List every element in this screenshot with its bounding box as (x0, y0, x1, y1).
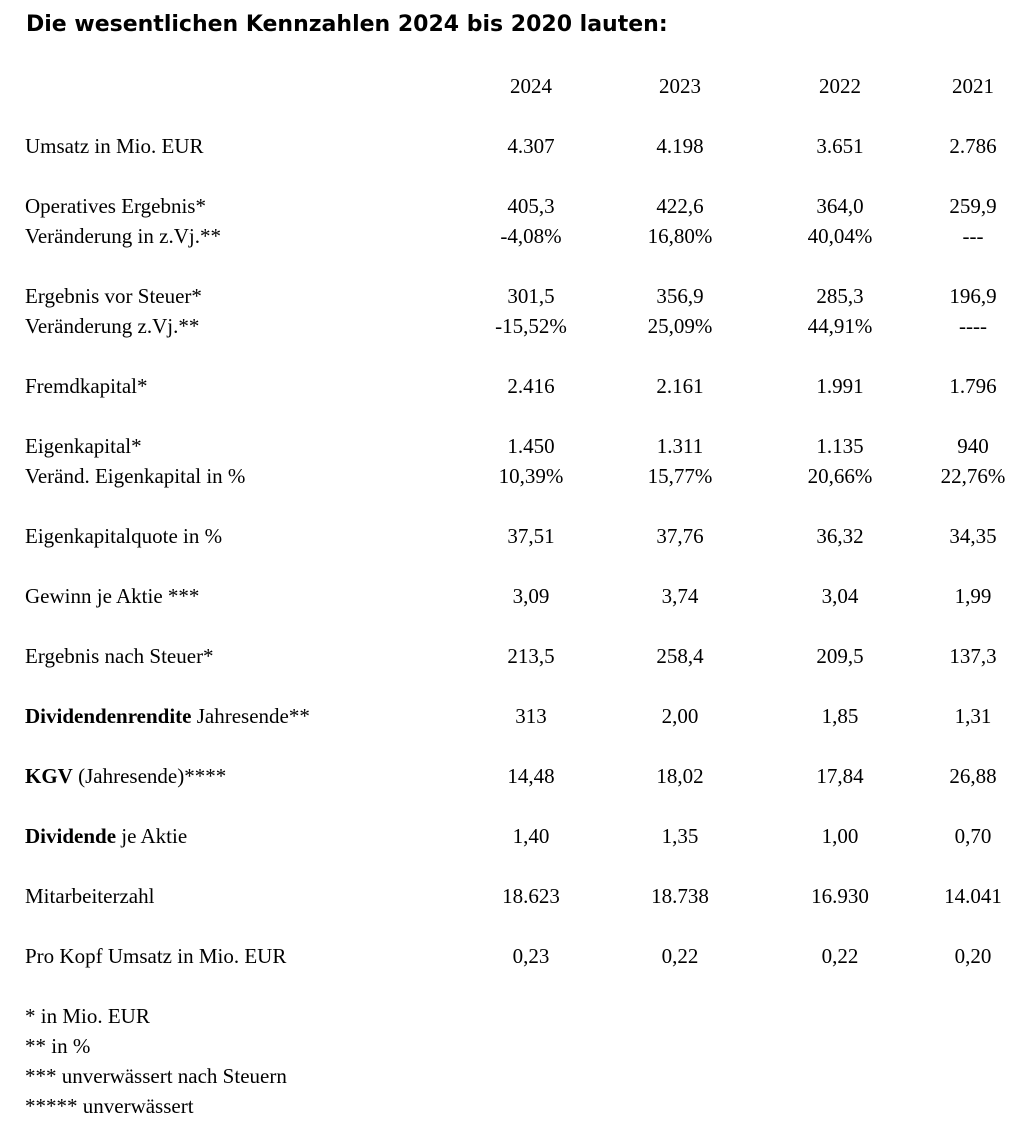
cell-operatives-ergebnis-2021: 259,9 (949, 194, 997, 218)
row-label-eigenkapitalquote: Eigenkapitalquote in % (25, 524, 223, 548)
row-label-ergebnis-nach-steuer: Ergebnis nach Steuer* (25, 644, 214, 668)
cell-veraend-eigenkapital-2023: 15,77% (647, 464, 713, 488)
row-label-dividendenrendite (25, 704, 310, 729)
cell-fremdkapital-2023: 2.161 (656, 374, 704, 398)
cell-ergebnis-nach-steuer-2021: 137,3 (949, 644, 997, 668)
row-label-kgv (25, 764, 226, 789)
cell-ergebnis-nach-steuer-2022: 209,5 (816, 644, 864, 668)
row-label-umsatz: Umsatz in Mio. EUR (25, 134, 204, 158)
cell-eigenkapitalquote-2024: 37,51 (507, 524, 555, 548)
row-label-dividendenrendite-bold: Dividendenrendite (25, 704, 192, 728)
row-label-operatives-ergebnis: Operatives Ergebnis* (25, 194, 206, 218)
cell-ergebnis-nach-steuer-2023: 258,4 (656, 644, 704, 668)
cell-veraenderung-ebt-2023: 25,09% (647, 314, 713, 338)
cell-dividende-2024: 1,40 (512, 824, 550, 848)
cell-dividendenrendite-2024: 313 (515, 704, 547, 728)
row-label-veraenderung-ebt: Veränderung z.Vj.** (25, 314, 200, 338)
footnote-2: ** in % (25, 1034, 91, 1058)
cell-veraenderung-operativ-2022: 40,04% (807, 224, 873, 248)
cell-ergebnis-nach-steuer-2024: 213,5 (507, 644, 555, 668)
cell-pro-kopf-umsatz-2023: 0,22 (661, 944, 699, 968)
cell-veraend-eigenkapital-2022: 20,66% (807, 464, 873, 488)
footnote-3: *** unverwässert nach Steuern (25, 1064, 287, 1088)
cell-veraend-eigenkapital-2024: 10,39% (498, 464, 564, 488)
cell-eigenkapitalquote-2023: 37,76 (656, 524, 704, 548)
cell-dividende-2021: 0,70 (954, 824, 992, 848)
cell-dividendenrendite-2022: 1,85 (821, 704, 859, 728)
cell-dividendenrendite-2023: 2,00 (661, 704, 699, 728)
cell-eigenkapitalquote-2022: 36,32 (816, 524, 864, 548)
row-label-mitarbeiterzahl: Mitarbeiterzahl (25, 884, 155, 908)
cell-kgv-2024: 14,48 (507, 764, 555, 788)
row-label-dividende-bold: Dividende (25, 824, 117, 848)
cell-mitarbeiterzahl-2022: 16.930 (811, 884, 869, 908)
row-label-eigenkapital: Eigenkapital* (25, 434, 142, 458)
cell-veraenderung-ebt-2024: -15,52% (495, 314, 567, 338)
footnote-4: ***** unverwässert (25, 1094, 194, 1118)
cell-operatives-ergebnis-2022: 364,0 (816, 194, 864, 218)
year-header-2022: 2022 (819, 74, 861, 98)
cell-operatives-ergebnis-2023: 422,6 (656, 194, 704, 218)
row-label-fremdkapital: Fremdkapital* (25, 374, 148, 398)
cell-ergebnis-vor-steuer-2024: 301,5 (507, 284, 555, 308)
page-title: Die wesentlichen Kennzahlen 2024 bis 2020 lauten: (26, 12, 668, 37)
cell-eigenkapital-2024: 1.450 (507, 434, 555, 458)
cell-fremdkapital-2021: 1.796 (949, 374, 997, 398)
cell-veraenderung-ebt-2021: ---- (959, 314, 987, 338)
cell-dividende-2023: 1,35 (661, 824, 699, 848)
cell-veraenderung-operativ-2023: 16,80% (647, 224, 713, 248)
cell-umsatz-2023: 4.198 (656, 134, 704, 158)
cell-fremdkapital-2024: 2.416 (507, 374, 555, 398)
row-label-kgv-rest: (Jahresende)**** (72, 764, 227, 788)
row-label-veraenderung-operativ: Veränderung in z.Vj.** (25, 224, 221, 248)
row-label-dividende (25, 824, 187, 849)
cell-umsatz-2024: 4.307 (507, 134, 555, 158)
row-label-veraend-eigenkapital: Veränd. Eigenkapital in % (25, 464, 246, 488)
cell-pro-kopf-umsatz-2021: 0,20 (954, 944, 992, 968)
cell-kgv-2022: 17,84 (816, 764, 864, 788)
cell-mitarbeiterzahl-2024: 18.623 (502, 884, 560, 908)
cell-eigenkapital-2023: 1.311 (656, 434, 704, 458)
cell-gewinn-je-aktie-2023: 3,74 (661, 584, 699, 608)
cell-umsatz-2022: 3.651 (816, 134, 864, 158)
cell-dividendenrendite-2021: 1,31 (954, 704, 992, 728)
cell-kgv-2021: 26,88 (949, 764, 997, 788)
year-header-2024: 2024 (510, 74, 552, 98)
cell-mitarbeiterzahl-2023: 18.738 (651, 884, 709, 908)
cell-kgv-2023: 18,02 (656, 764, 704, 788)
row-label-ergebnis-vor-steuer: Ergebnis vor Steuer* (25, 284, 202, 308)
row-label-dividende-rest: je Aktie (116, 824, 188, 848)
cell-dividende-2022: 1,00 (821, 824, 859, 848)
cell-fremdkapital-2022: 1.991 (816, 374, 864, 398)
row-label-dividendenrendite-rest: Jahresende** (191, 704, 310, 728)
cell-umsatz-2021: 2.786 (949, 134, 997, 158)
cell-veraend-eigenkapital-2021: 22,76% (940, 464, 1006, 488)
cell-pro-kopf-umsatz-2024: 0,23 (512, 944, 550, 968)
cell-eigenkapital-2021: 940 (957, 434, 989, 458)
footnote-1: * in Mio. EUR (25, 1004, 150, 1028)
cell-ergebnis-vor-steuer-2023: 356,9 (656, 284, 704, 308)
row-label-kgv-bold: KGV (25, 764, 73, 788)
cell-veraenderung-operativ-2024: -4,08% (500, 224, 562, 248)
row-label-pro-kopf-umsatz: Pro Kopf Umsatz in Mio. EUR (25, 944, 287, 968)
row-label-gewinn-je-aktie: Gewinn je Aktie *** (25, 584, 200, 608)
cell-ergebnis-vor-steuer-2021: 196,9 (949, 284, 997, 308)
cell-mitarbeiterzahl-2021: 14.041 (944, 884, 1002, 908)
cell-pro-kopf-umsatz-2022: 0,22 (821, 944, 859, 968)
cell-veraenderung-ebt-2022: 44,91% (807, 314, 873, 338)
cell-gewinn-je-aktie-2022: 3,04 (821, 584, 859, 608)
cell-operatives-ergebnis-2024: 405,3 (507, 194, 555, 218)
cell-gewinn-je-aktie-2021: 1,99 (954, 584, 992, 608)
year-header-2023: 2023 (659, 74, 701, 98)
cell-eigenkapitalquote-2021: 34,35 (949, 524, 997, 548)
cell-gewinn-je-aktie-2024: 3,09 (512, 584, 550, 608)
cell-ergebnis-vor-steuer-2022: 285,3 (816, 284, 864, 308)
cell-veraenderung-operativ-2021: --- (962, 224, 984, 248)
cell-eigenkapital-2022: 1.135 (816, 434, 864, 458)
year-header-2021: 2021 (952, 74, 994, 98)
